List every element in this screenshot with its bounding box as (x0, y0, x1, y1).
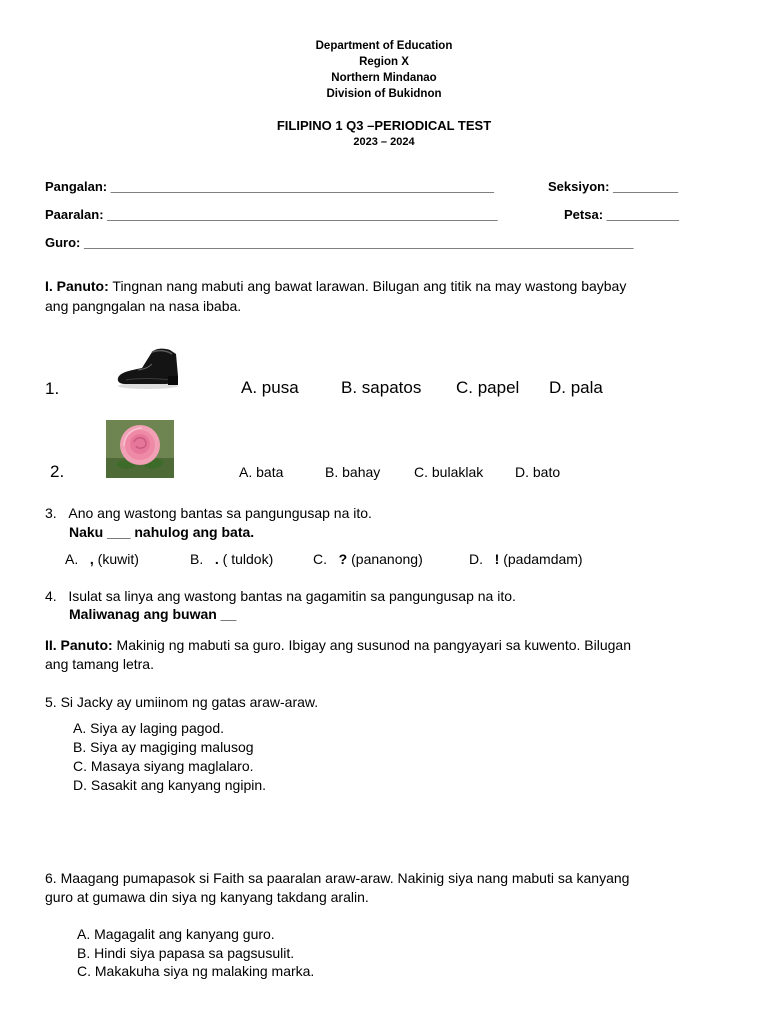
q3-option-a-mark: , (89, 551, 94, 567)
q3-sentence: Naku ___ nahulog ang bata. (69, 524, 255, 540)
q3-option-c-desc: (pananong) (347, 551, 423, 567)
q5-question: 5. Si Jacky ay umiinom ng gatas araw-araw. (45, 694, 319, 710)
q3-option-b-letter: B. (190, 551, 204, 567)
header-region: Region X (359, 56, 409, 68)
guro-field[interactable]: Guro: ____________________________________________________________________________ (45, 235, 634, 250)
q4-sentence: Maliwanag ang buwan __ (69, 606, 237, 622)
q5-option-d[interactable]: D. Sasakit ang kanyang ngipin. (73, 777, 267, 793)
part1-instruction-line1 (45, 278, 626, 294)
q3-option-c-mark: ? (338, 551, 348, 567)
q3-option-d[interactable] (469, 551, 583, 567)
q3-option-c[interactable] (313, 551, 423, 567)
q3-option-b-desc: ( tuldok) (218, 551, 274, 567)
q6-option-c[interactable]: C. Makakuha siya ng malaking marka. (77, 963, 315, 979)
q3-option-a-desc: (kuwit) (93, 551, 139, 567)
q2-option-a[interactable]: A. bata (239, 464, 284, 480)
q3-question (45, 505, 372, 521)
part2-label: II. Panuto: (45, 637, 113, 653)
part2-instruction-line1 (45, 637, 631, 653)
shoe-icon (112, 340, 184, 392)
q2-option-b[interactable]: B. bahay (325, 464, 381, 480)
petsa-field[interactable]: Petsa: __________ (564, 207, 679, 222)
q3-option-d-desc: (padamdam) (499, 551, 583, 567)
q5-option-b[interactable]: B. Siya ay magiging malusog (73, 739, 254, 755)
q5-option-c[interactable]: C. Masaya siyang maglalaro. (73, 758, 254, 774)
q4-question-text: Isulat sa linya ang wastong bantas na gagamitin sa pangungusap na ito. (68, 588, 516, 604)
test-title: FILIPINO 1 Q3 –PERIODICAL TEST (276, 118, 492, 133)
q3-question-text: Ano ang wastong bantas sa pangungusap na ito. (68, 505, 372, 521)
part1-label: I. Panuto: (45, 278, 109, 294)
q4-number: 4. (45, 588, 57, 604)
part2-text: Makinig ng mabuti sa guro. Ibigay ang susunod na pangyayari sa kuwento. Bilugan (112, 637, 631, 653)
q6-question-line1: 6. Maagang pumapasok si Faith sa paaralan araw-araw. Nakinig siya nang mabuti sa kanyang (45, 870, 630, 886)
q6-question-line2: guro at gumawa din siya ng kanyang takdang aralin. (45, 889, 369, 905)
header-division: Division of Bukidnon (326, 88, 442, 100)
q3-option-a-letter: A. (65, 551, 79, 567)
q2-option-c[interactable]: C. bulaklak (414, 464, 484, 480)
q2-option-d[interactable]: D. bato (515, 464, 561, 480)
q3-option-d-letter: D. (469, 551, 483, 567)
q1-number: 1. (45, 379, 60, 398)
header-department: Department of Education (315, 40, 453, 52)
rose-icon (106, 420, 174, 478)
pangalan-field[interactable]: Pangalan: _____________________________________________________ (45, 179, 494, 194)
q5-option-a[interactable]: A. Siya ay laging pagod. (73, 720, 224, 736)
q1-option-d[interactable]: D. pala (549, 378, 603, 397)
q3-number: 3. (45, 505, 57, 521)
q3-option-b-mark: . (214, 551, 219, 567)
q1-option-b[interactable]: B. sapatos (341, 378, 422, 397)
q2-number: 2. (50, 462, 65, 481)
part1-instruction-line2: ang pangngalan na nasa ibaba. (45, 298, 242, 314)
q3-option-b[interactable] (190, 551, 273, 567)
q3-option-a[interactable] (65, 551, 139, 567)
part1-text: Tingnan nang mabuti ang bawat larawan. Bilugan ang titik na may wastong baybay (108, 278, 627, 294)
q6-option-a[interactable]: A. Magagalit ang kanyang guro. (77, 926, 275, 942)
part2-instruction-line2: ang tamang letra. (45, 656, 154, 672)
seksiyon-field[interactable]: Seksiyon: _________ (548, 179, 679, 194)
q3-option-c-letter: C. (313, 551, 327, 567)
paaralan-field[interactable]: Paaralan: ______________________________________________________ (45, 207, 498, 222)
q3-option-d-mark: ! (494, 551, 500, 567)
q1-option-a[interactable]: A. pusa (241, 378, 299, 397)
q4-question (45, 588, 516, 604)
header-northern-mindanao: Northern Mindanao (331, 72, 437, 84)
test-year: 2023 – 2024 (353, 136, 415, 148)
q6-option-b[interactable]: B. Hindi siya papasa sa pagsusulit. (77, 945, 295, 961)
q1-option-c[interactable]: C. papel (456, 378, 520, 397)
